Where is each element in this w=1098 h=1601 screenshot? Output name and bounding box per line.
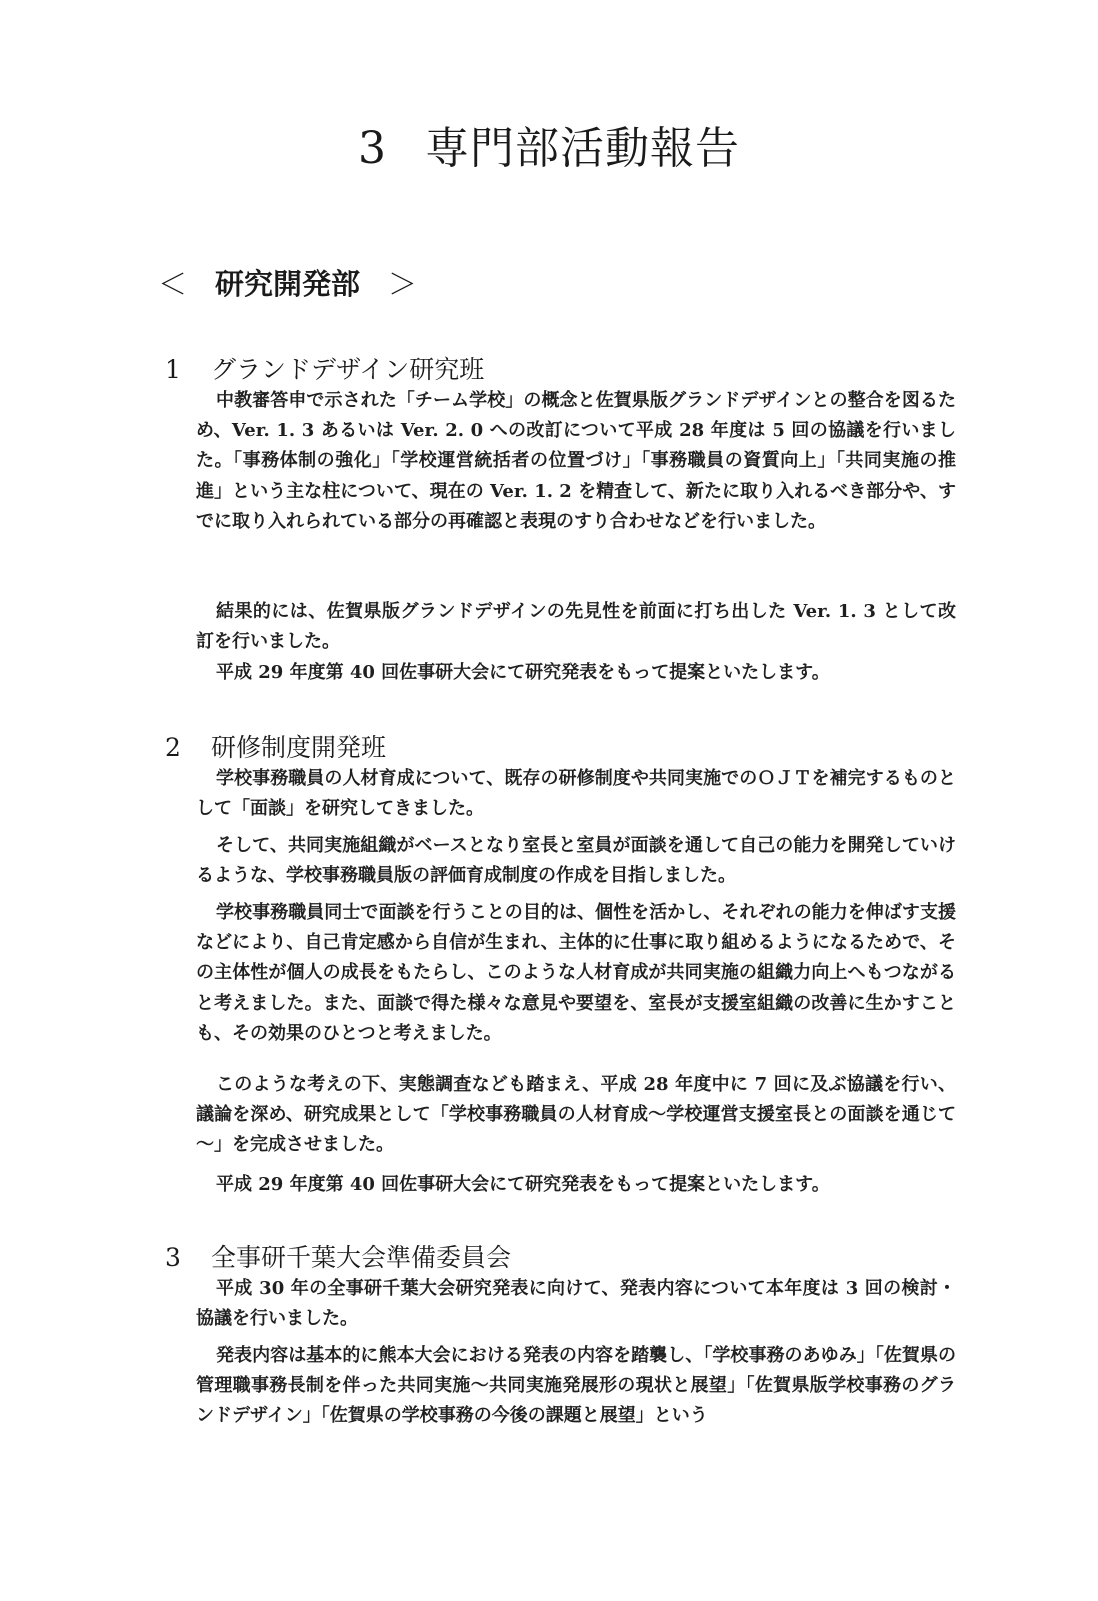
chapter-number: 3 xyxy=(358,123,387,174)
section-title: グランドデザイン研究班 xyxy=(211,355,485,384)
section-heading-3 xyxy=(165,1238,511,1274)
section-2-paragraph-5: 平成 29 年度第 40 回佐事研大会にて研究発表をもって提案といたします。 xyxy=(216,1174,830,1195)
chapter-title xyxy=(0,112,1098,176)
section-title: 全事研千葉大会準備委員会 xyxy=(211,1243,512,1272)
section-number: 3 xyxy=(165,1243,181,1272)
section-heading-1 xyxy=(165,350,484,386)
section-number: 2 xyxy=(165,733,181,762)
section-2-paragraph-3: 学校事務職員同士で面談を行うことの目的は、個性を活かし、それぞれの能力を伸ばす支援などにより、自己肯定感から自信が生まれ、主体的に仕事に取り組めるようになるためで、その主体性が個人の成長をもたらし、このような人材育成が共同実施の組織力向上へもつながると考えました。また、面談で得た様々な意見や要望を、室長が支援室組織の改善に生かすことも、その効果のひとつと考えました。 xyxy=(196,902,956,1044)
section-number: 1 xyxy=(165,355,181,384)
section-title: 研修制度開発班 xyxy=(211,733,387,762)
section-3-paragraph-1: 平成 30 年の全事研千葉大会研究発表に向けて、発表内容について本年度は 3 回の検討・協議を行いました。 xyxy=(196,1278,956,1330)
department-bracket-open: ＜ xyxy=(158,267,188,301)
section-2-paragraph-4: このような考えの下、実態調査なども踏まえ、平成 28 年度中に 7 回に及ぶ協議を行い、議論を深め、研究成果として「学校事務職員の人材育成～学校運営支援室長との面談を通じて～」を完成させました。 xyxy=(196,1074,956,1156)
section-1-paragraph-2: 結果的には、佐賀県版グランドデザインの先見性を前面に打ち出した Ver. 1. 3 として改訂を行いました。 xyxy=(196,601,956,653)
section-2-paragraph-2: そして、共同実施組織がベースとなり室長と室員が面談を通して自己の能力を開発していけるような、学校事務職員版の評価育成制度の作成を目指しました。 xyxy=(196,835,956,887)
section-3-paragraph-2: 発表内容は基本的に熊本大会における発表の内容を踏襲し、「学校事務のあゆみ」「佐賀県の管理職事務長制を伴った共同実施～共同実施発展形の現状と展望」「佐賀県版学校事務のグランドデザイン」「佐賀県の学校事務の今後の課題と展望」という xyxy=(196,1345,956,1427)
department-name: 研究開発部 xyxy=(215,267,361,301)
section-1-paragraph-3: 平成 29 年度第 40 回佐事研大会にて研究発表をもって提案といたします。 xyxy=(216,662,830,683)
department-bracket-close: ＞ xyxy=(388,267,418,301)
department-heading xyxy=(158,262,417,303)
section-2-paragraph-1: 学校事務職員の人材育成について、既存の研修制度や共同実施でのＯＪＴを補完するものとして「面談」を研究してきました。 xyxy=(196,768,956,820)
chapter-title-text: 専門部活動報告 xyxy=(425,123,740,174)
section-1-paragraph-1: 中教審答申で示された「チーム学校」の概念と佐賀県版グランドデザインとの整合を図るため、Ver. 1. 3 あるいは Ver. 2. 0 への改訂について平成 28 年度は 5 回の協議を行いました。「事務体制の強化」「学校運営統括者の位置づけ」「事務職員の資質向上」「共同実施の推進」という主な柱について、現在の Ver. 1. 2 を精査して、新たに取り入れるべき部分や、すでに取り入れられている部分の再確認と表現のすり合わせなどを行いました。 xyxy=(196,390,956,532)
section-heading-2 xyxy=(165,728,386,764)
